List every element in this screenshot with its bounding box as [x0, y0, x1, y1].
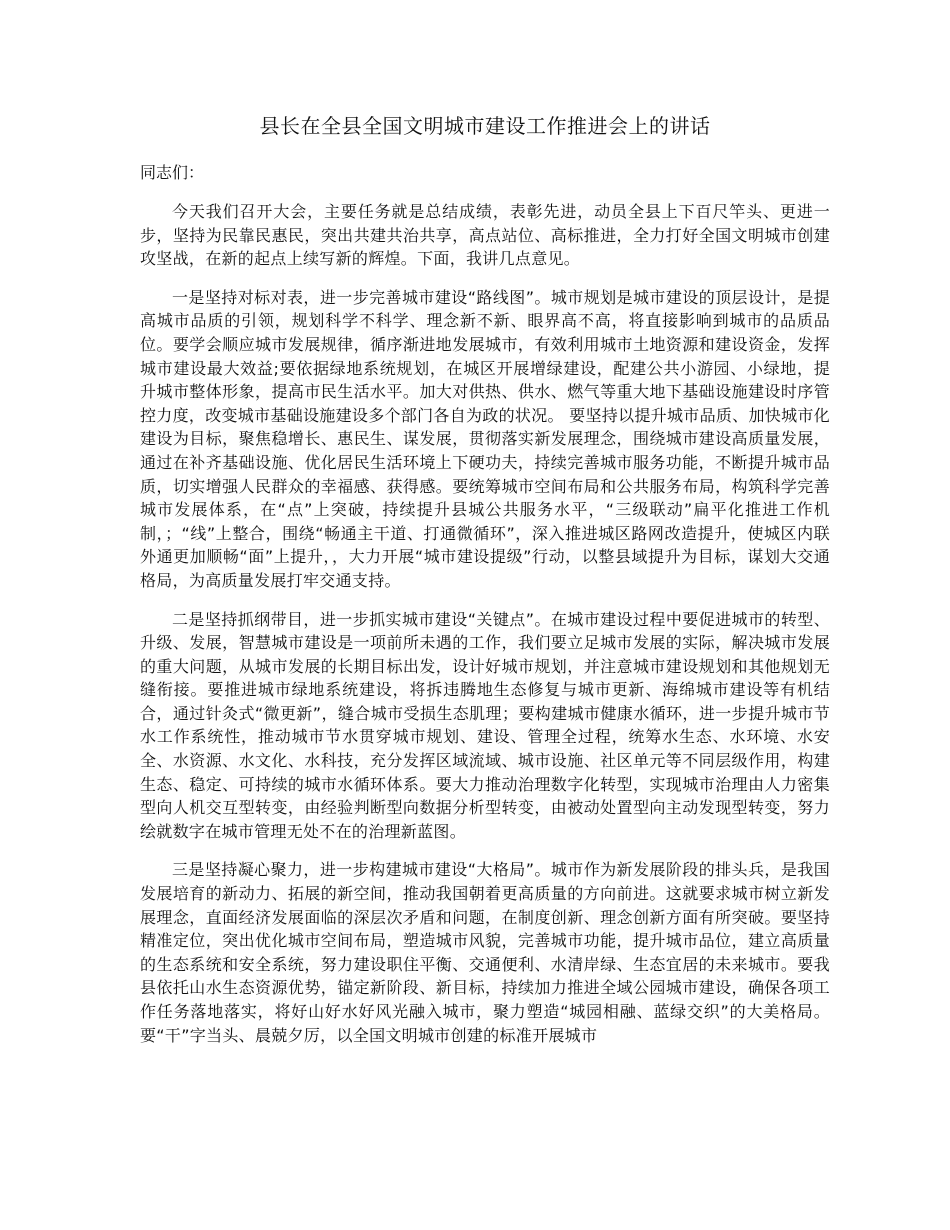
paragraph-point-one: 一是坚持对标对表，进一步完善城市建设“路线图”。城市规划是城市建设的顶层设计，是提高城市品质的引领，规划科学不科学、理念新不新、眼界高不高，将直接影响到城市的品质品位。要学会顺应城市发展规律，循序渐进地发展城市，有效利用城市土地资源和建设资金，发挥城市建设最大效益;要依据绿地系统规划，在城区开展增绿建设，配建公共小游园、小绿地，提升城市整体形象，提高市民生活水平。加大对供热、供水、燃气等重大地下基础设施建设时序管控力度，改变城市基础设施建设多个部门各自为政的状况。 要坚持以提升城市品质、加快城市化建设为目标，聚焦稳增长、惠民生、谋发展，贯彻落实新发展理念，围绕城市建设高质量发展，通过在补齐基础设施、优化居民生活环境上下硬功夫，持续完善城市服务功能，不断提升城市品质，切实增强人民群众的幸福感、获得感。要统筹城市空间布局和公共服务布局，构筑科学完善城市发展体系，在“点”上突破，持续提升县城公共服务水平，“三级联动”扁平化推进工作机制，；“线”上整合，围绕“畅通主干道、打通微循环”，深入推进城区路网改造提升，使城区内联外通更加顺畅“面”上提升，，大力开展“城市建设提级”行动，以整县域提升为目标，谋划大交通格局，为高质量发展打牢交通支持。 [140, 287, 830, 590]
paragraph-point-three: 三是坚持凝心聚力，进一步构建城市建设“大格局”。城市作为新发展阶段的排头兵，是我国发展培育的新动力、拓展的新空间，推动我国朝着更高质量的方向前进。这就要求城市树立新发展理念，直面经济发展面临的深层次矛盾和问题，在制度创新、理念创新方面有所突破。要坚持精准定位，突出优化城市空间布局，塑造城市风貌，完善城市功能，提升城市品位，建立高质量的生态系统和安全系统，努力建设职住平衡、交通便利、水清岸绿、生态宜居的未来城市。要我县依托山水生态资源优势，锚定新阶段、新目标，持续加力推进全域公园城市建设，确保各项工作任务落地落实，将好山好水好风光融入城市，聚力塑造“城园相融、蓝绿交织”的大美格局。要“干”字当头、晨兢夕厉，以全国文明城市创建的标准开展城市 [140, 860, 830, 1045]
paragraph-point-two: 二是坚持抓纲带目，进一步抓实城市建设“关键点”。在城市建设过程中要促进城市的转型、升级、发展，智慧城市建设是一项前所未遇的工作，我们要立足城市发展的实际，解决城市发展的重大问题，从城市发展的长期目标出发，设计好城市规划，并注意城市建设规划和其他规划无缝衔接。要推进城市绿地系统建设，将拆违腾地生态修复与城市更新、海绵城市建设等有机结合，通过针灸式“微更新”，缝合城市受损生态肌理；要构建城市健康水循环，进一步提升城市节水工作系统性，推动城市节水贯穿城市规划、建设、管理全过程，统筹水生态、水环境、水安全、水资源、水文化、水科技，充分发挥区域流域、城市设施、社区单元等不同层级作用，构建生态、稳定、可持续的城市水循环体系。要大力推动治理数字化转型，实现城市治理由人力密集型向人机交互型转变，由经验判断型向数据分析型转变，由被动处置型向主动发现型转变，努力绘就数字在城市管理无处不在的治理新蓝图。 [140, 609, 830, 841]
document-page [140, 110, 830, 1062]
document-title: 县长在全县全国文明城市建设工作推进会上的讲话 [259, 114, 711, 138]
greeting: 同志们： [140, 163, 205, 182]
paragraph-intro: 今天我们召开大会，主要任务就是总结成绩，表彰先进，动员全县上下百尺竿头、更进一步，坚持为民靠民惠民，突出共建共治共享，高点站位、高标推进，全力打好全国文明城市创建攻坚战，在新的起点上续写新的辉煌。下面，我讲几点意见。 [140, 202, 830, 269]
